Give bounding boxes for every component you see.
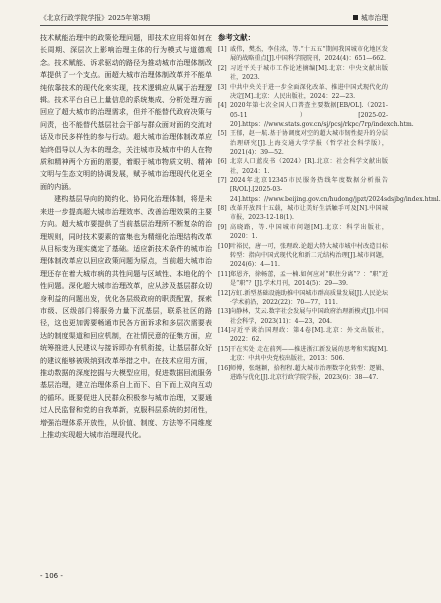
references-list bbox=[218, 45, 441, 382]
reference-item bbox=[218, 270, 388, 288]
reference-item bbox=[218, 129, 388, 157]
reference-text: 戚伟，樊杰，李佳洺，等.“十五五”期间我国城市化地区发展的战略重点[J].中国科学院院刊，2024(4)：651—662. bbox=[230, 46, 388, 63]
reference-number: [14] bbox=[218, 327, 231, 335]
reference-number: [13] bbox=[218, 308, 231, 316]
reference-number: [12] bbox=[218, 289, 231, 297]
reference-item bbox=[218, 364, 388, 382]
section-label-text: 城市治理 bbox=[360, 14, 388, 22]
body-paragraph: 技术赋能治理中的政策伦理问题，即技术应用将如何在长周期、深层次上影响治理主体的行为模式与道德观念。技术赋能、诉求驱动的路径为推动城市治理体制改革提供了一个支点。面超大城市治理体制改革并不能单纯依靠技术的现代化来实现，技术逻辑应从属于治理逻辑。技术平台自已上量信息的系统集成、分析处理方面回应了超大城市的治理需求，但并不能替代政府决策与问责，也不能替代基层社会干部与群众面对面的交流对话及市民多样性的参与行动。超大城市治理体制改革应始终倡导以人为本的理念，关注城市及城市中的人在物质和精神两个方面的需要，着眼于城市物质文明、精神文明与生态文明的协调发展，赋予城市治理现代化更全面的内涵。 bbox=[40, 33, 212, 191]
reference-number: [5] bbox=[218, 130, 227, 138]
section-label bbox=[353, 12, 388, 25]
reference-text: 向静林，艾云.数字社会发展与中国政府治理新模式[J].中国社会科学，2023(11)：4—23，204. bbox=[230, 308, 388, 325]
reference-text: 习近平关于城市工作论述摘编[M].北京：中央文献出版社，2023. bbox=[230, 64, 388, 81]
running-header bbox=[40, 12, 388, 26]
reference-number: [8] bbox=[218, 205, 227, 213]
reference-item bbox=[218, 45, 388, 63]
reference-item bbox=[218, 345, 388, 363]
reference-item bbox=[218, 157, 388, 175]
reference-number: [9] bbox=[218, 223, 227, 231]
reference-item bbox=[218, 176, 441, 204]
reference-number: [7] bbox=[218, 177, 227, 185]
reference-number: [2] bbox=[218, 64, 227, 72]
body-text-column bbox=[40, 32, 212, 560]
reference-text: 习近平谈治国理政：第4卷[M].北京：外文出版社，2022：62. bbox=[230, 327, 388, 344]
body-paragraph: 建构基层导向的简约化、协同化治理体制，将是未来进一步提高超大城市治理效率、改善治理效果的主要方向。超大城市要提供了当前基层治理所不断复杂的治理规则，同时技术要素的富集也为精细化治理结构改革从目标变为现实奠定了基础。适应新技术条件的城市治理体制改革应以回应政策问题为原点，当前超大城市治理还存在着大城市病的共性问题与区域性、本地化的个性问题。深化超大城市治理改革，应从涉及基层群众切身利益的问题出发，优化各层级政府的职责配置，探索市级、区级部门将服务力量下沉基层，联系社区的路径，这也更加需要畅通市民各方面诉求和多层次需要表达的制度渠道和回应机制，在社情民意的征集方面，应统筹推进人民建议与接诉即办有机衔接，让基层群众好的建议能够被吸纳到改革举措之中。在技术应用方面，推动数据的深度挖掘与大模型应用，促进数据回流服务基层治理，建立治理体系自上而下、自下而上双向互动的循环。既要促进人民群众积极参与城市治理，又要通过人民监督和党的自我革新，克服科层系统的封闭性，增强治理体系开放性，从价值、制度、方法等不同维度上推动实现超大城市治理现代化。 bbox=[40, 194, 212, 439]
page-number: - 106 - bbox=[40, 572, 63, 580]
reference-text: 改革开放四十五载，城市让美好生活触手可及[N].中国城市报，2023-12-18(1). bbox=[230, 205, 388, 222]
reference-item bbox=[218, 223, 388, 241]
reference-number: [10] bbox=[218, 242, 231, 250]
journal-title: 《北京行政学院学报》2025年第3期 bbox=[40, 14, 150, 22]
reference-text: 2024年北京12345市民服务热线年度数据分析报告[R/OL].[2025-03-24].https：//www.beijing.gov.cn/hudong/jpzt/2024sdsjbg/index.html. bbox=[230, 177, 441, 203]
reference-item bbox=[218, 204, 388, 222]
reference-number: [11] bbox=[218, 270, 231, 278]
reference-text: 干在实处 走在前列——推进浙江新发展的思考和实践[M].北京：中共中央党校出版社，2013：506. bbox=[230, 345, 388, 363]
reference-text: 师傅，张继颖，拾程程.超大城市治理数字化转型：逻辑、进路与优化[J].北京行政学院学报，2023(6)：38—47. bbox=[230, 364, 388, 381]
reference-number: [4] bbox=[218, 102, 227, 110]
reference-text: 北京人口蓝皮书（2024）[R].北京：社会科学文献出版社，2024：1. bbox=[230, 158, 388, 175]
reference-text: 郑恩齐，徐畅蕾，孟一楠.如何应对“职住分离”？：“职”近是“职”？[J].学术月刊，2014(5)：29—39. bbox=[230, 270, 388, 287]
reference-text: 2020年第七次全国人口普查主要数据[EB/OL].（2021-05-11）[2025-02-20].https：//www.stats.gov.cn/sj/pcsj/rkpc/7rp/indexch.htm. bbox=[230, 102, 414, 128]
reference-item bbox=[218, 242, 388, 270]
reference-item bbox=[218, 83, 388, 101]
reference-text: 叶裕民，唐一可，张理政.论超大特大城市城中村改造目标转型：指向中国式现代化和新二元结构治理[J].城市问题，2024(6)：4—11. bbox=[230, 242, 388, 269]
reference-number: [1] bbox=[218, 46, 227, 53]
reference-text: 高晓路，等.中国城市问题[M].北京：科学出版社，2020：1. bbox=[230, 223, 388, 241]
square-bullet-icon bbox=[353, 15, 358, 20]
reference-number: [15] bbox=[218, 345, 231, 353]
references-column bbox=[218, 32, 441, 552]
reference-text: 方虹.新型基础设施助推中国城市群高质量发展[J].人民论坛·学术前沿，2022(22)：70—77，111. bbox=[230, 289, 388, 306]
reference-item bbox=[218, 307, 388, 325]
reference-number: [16] bbox=[218, 364, 231, 372]
reference-number: [6] bbox=[218, 158, 227, 166]
reference-text: 王郁，赵一航.基于协调度对空的超大城市韧性提升的分层治理研究[J].上海交通大学学报（哲学社会科学版），2021(4)：39—52. bbox=[230, 130, 388, 156]
reference-item bbox=[218, 101, 414, 129]
reference-item bbox=[218, 64, 388, 82]
reference-item bbox=[218, 289, 388, 307]
reference-text: 中共中央关于进一步全面深化改革、推进中国式现代化的决定[M].北京：人民出版社，2024：22—23. bbox=[230, 83, 388, 100]
reference-item bbox=[218, 326, 388, 344]
reference-number: [3] bbox=[218, 83, 227, 91]
references-heading: 参考文献： bbox=[218, 33, 255, 42]
